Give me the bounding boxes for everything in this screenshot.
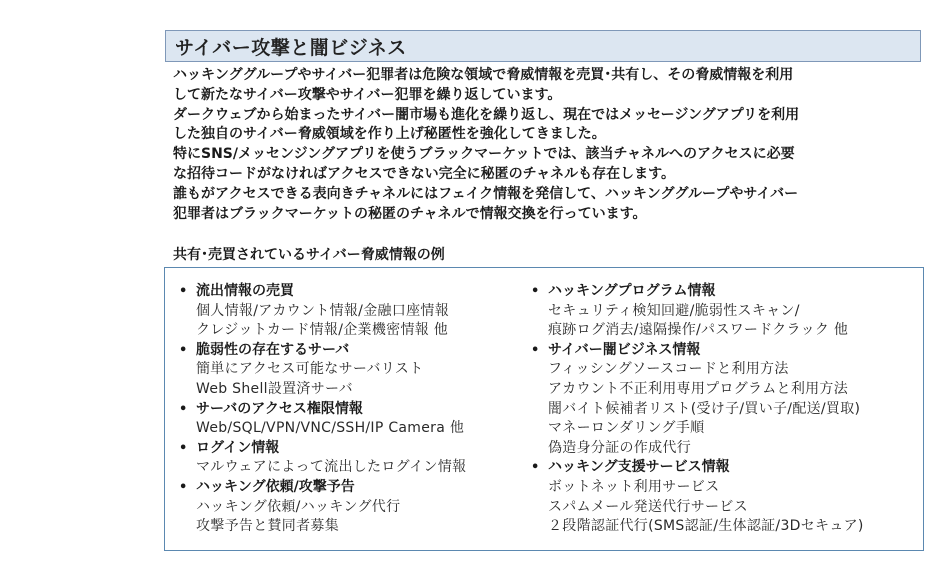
category-leaked-info bbox=[179, 282, 529, 341]
intro-line: ハッキンググループやサイバー犯罪者は危険な領域で脅威情報を売買･共有し、その脅威情報を利用 bbox=[173, 67, 794, 83]
category-item: 簡単にアクセス可能なサーバリスト bbox=[196, 361, 424, 378]
category-title: ハッキング依頼/攻撃予告 bbox=[196, 478, 355, 495]
bullet-icon: • bbox=[531, 460, 540, 476]
category-title: 流出情報の売買 bbox=[196, 283, 294, 299]
category-title: 脆弱性の存在するサーバ bbox=[196, 341, 350, 358]
category-item: スパムメール発送代行サービス bbox=[548, 498, 748, 515]
bullet-icon: • bbox=[531, 284, 540, 299]
category-item: ハッキング依頼/ハッキング代行 bbox=[196, 498, 401, 515]
category-vulnerable-servers bbox=[179, 341, 529, 400]
category-item: ２段階認証代行(SMS認証/生体認証/3Dセキュア) bbox=[548, 518, 864, 535]
bullet-icon: • bbox=[179, 401, 188, 417]
bullet-icon: • bbox=[531, 342, 540, 358]
category-item: フィッシングソースコードと利用方法 bbox=[548, 361, 789, 378]
bullet-icon: • bbox=[179, 440, 188, 456]
category-item: 偽造身分証の作成代行 bbox=[548, 439, 691, 456]
category-item: クレジットカード情報/企業機密情報 他 bbox=[196, 322, 449, 339]
category-item: ボットネット利用サービス bbox=[548, 478, 720, 495]
examples-box bbox=[164, 267, 924, 551]
category-item: セキュリティ検知回避/脆弱性スキャン/ bbox=[548, 302, 800, 319]
intro-line: な招待コードがなければアクセスできない完全に秘匿のチャネルも存在します。 bbox=[173, 165, 676, 182]
intro-line: 犯罪者はブラックマーケットの秘匿のチャネルで情報交換を行っています。 bbox=[173, 205, 647, 222]
category-hacking-programs bbox=[531, 282, 923, 341]
intro-line: した独自のサイバー脅威領域を作り上げ秘匿性を強化してきました。 bbox=[173, 126, 606, 143]
category-item: マルウェアによって流出したログイン情報 bbox=[196, 459, 467, 476]
category-dark-business bbox=[531, 341, 923, 459]
intro-line: 特にSNS/メッセンジングアプリを使うブラックマーケットでは、該当チャネルへのアクセスに必要 bbox=[173, 146, 795, 163]
category-title: サイバー闇ビジネス情報 bbox=[548, 341, 701, 358]
bullet-icon: • bbox=[179, 342, 188, 358]
category-hacking-requests bbox=[179, 478, 529, 537]
category-title: ハッキング支援サービス情報 bbox=[548, 459, 730, 476]
intro-line: ダークウェブから始まったサイバー闇市場も進化を繰り返し、現在ではメッセージングアプリを利用 bbox=[173, 106, 800, 123]
category-item: 個人情報/アカウント情報/金融口座情報 bbox=[196, 302, 449, 319]
category-title: サーバのアクセス権限情報 bbox=[196, 400, 363, 417]
category-item: マネーロンダリング手順 bbox=[548, 420, 705, 437]
category-item: Web Shell設置済サーバ bbox=[196, 380, 353, 397]
category-item: アカウント不正利用専用プログラムと利用方法 bbox=[548, 380, 849, 397]
category-server-access bbox=[179, 400, 529, 439]
intro-text bbox=[173, 66, 913, 224]
examples-heading: 共有･売買されているサイバー脅威情報の例 bbox=[173, 247, 445, 263]
category-item: Web/SQL/VPN/VNC/SSH/IP Camera 他 bbox=[196, 420, 465, 437]
category-item: 闇バイト候補者リスト(受け子/買い子/配送/買取) bbox=[548, 400, 861, 417]
intro-line: 誰もがアクセスできる表向きチャネルにはフェイク情報を発信して、ハッキンググループやサイバー bbox=[173, 185, 799, 202]
category-title: ログイン情報 bbox=[196, 439, 280, 456]
category-title: ハッキングプログラム情報 bbox=[548, 283, 716, 299]
examples-left-column bbox=[179, 282, 529, 537]
intro-line: して新たなサイバー攻撃やサイバー犯罪を繰り返しています。 bbox=[173, 86, 562, 103]
examples-right-column bbox=[531, 282, 923, 537]
title-banner bbox=[165, 30, 921, 62]
category-login-info bbox=[179, 439, 529, 478]
page-title: サイバー攻撃と闇ビジネス bbox=[175, 36, 407, 59]
bullet-icon: • bbox=[179, 479, 188, 495]
category-item: 痕跡ログ消去/遠隔操作/パスワードクラック 他 bbox=[548, 322, 849, 339]
category-item: 攻撃予告と賛同者募集 bbox=[196, 518, 339, 535]
bullet-icon: • bbox=[179, 284, 188, 299]
category-hacking-support bbox=[531, 458, 923, 536]
